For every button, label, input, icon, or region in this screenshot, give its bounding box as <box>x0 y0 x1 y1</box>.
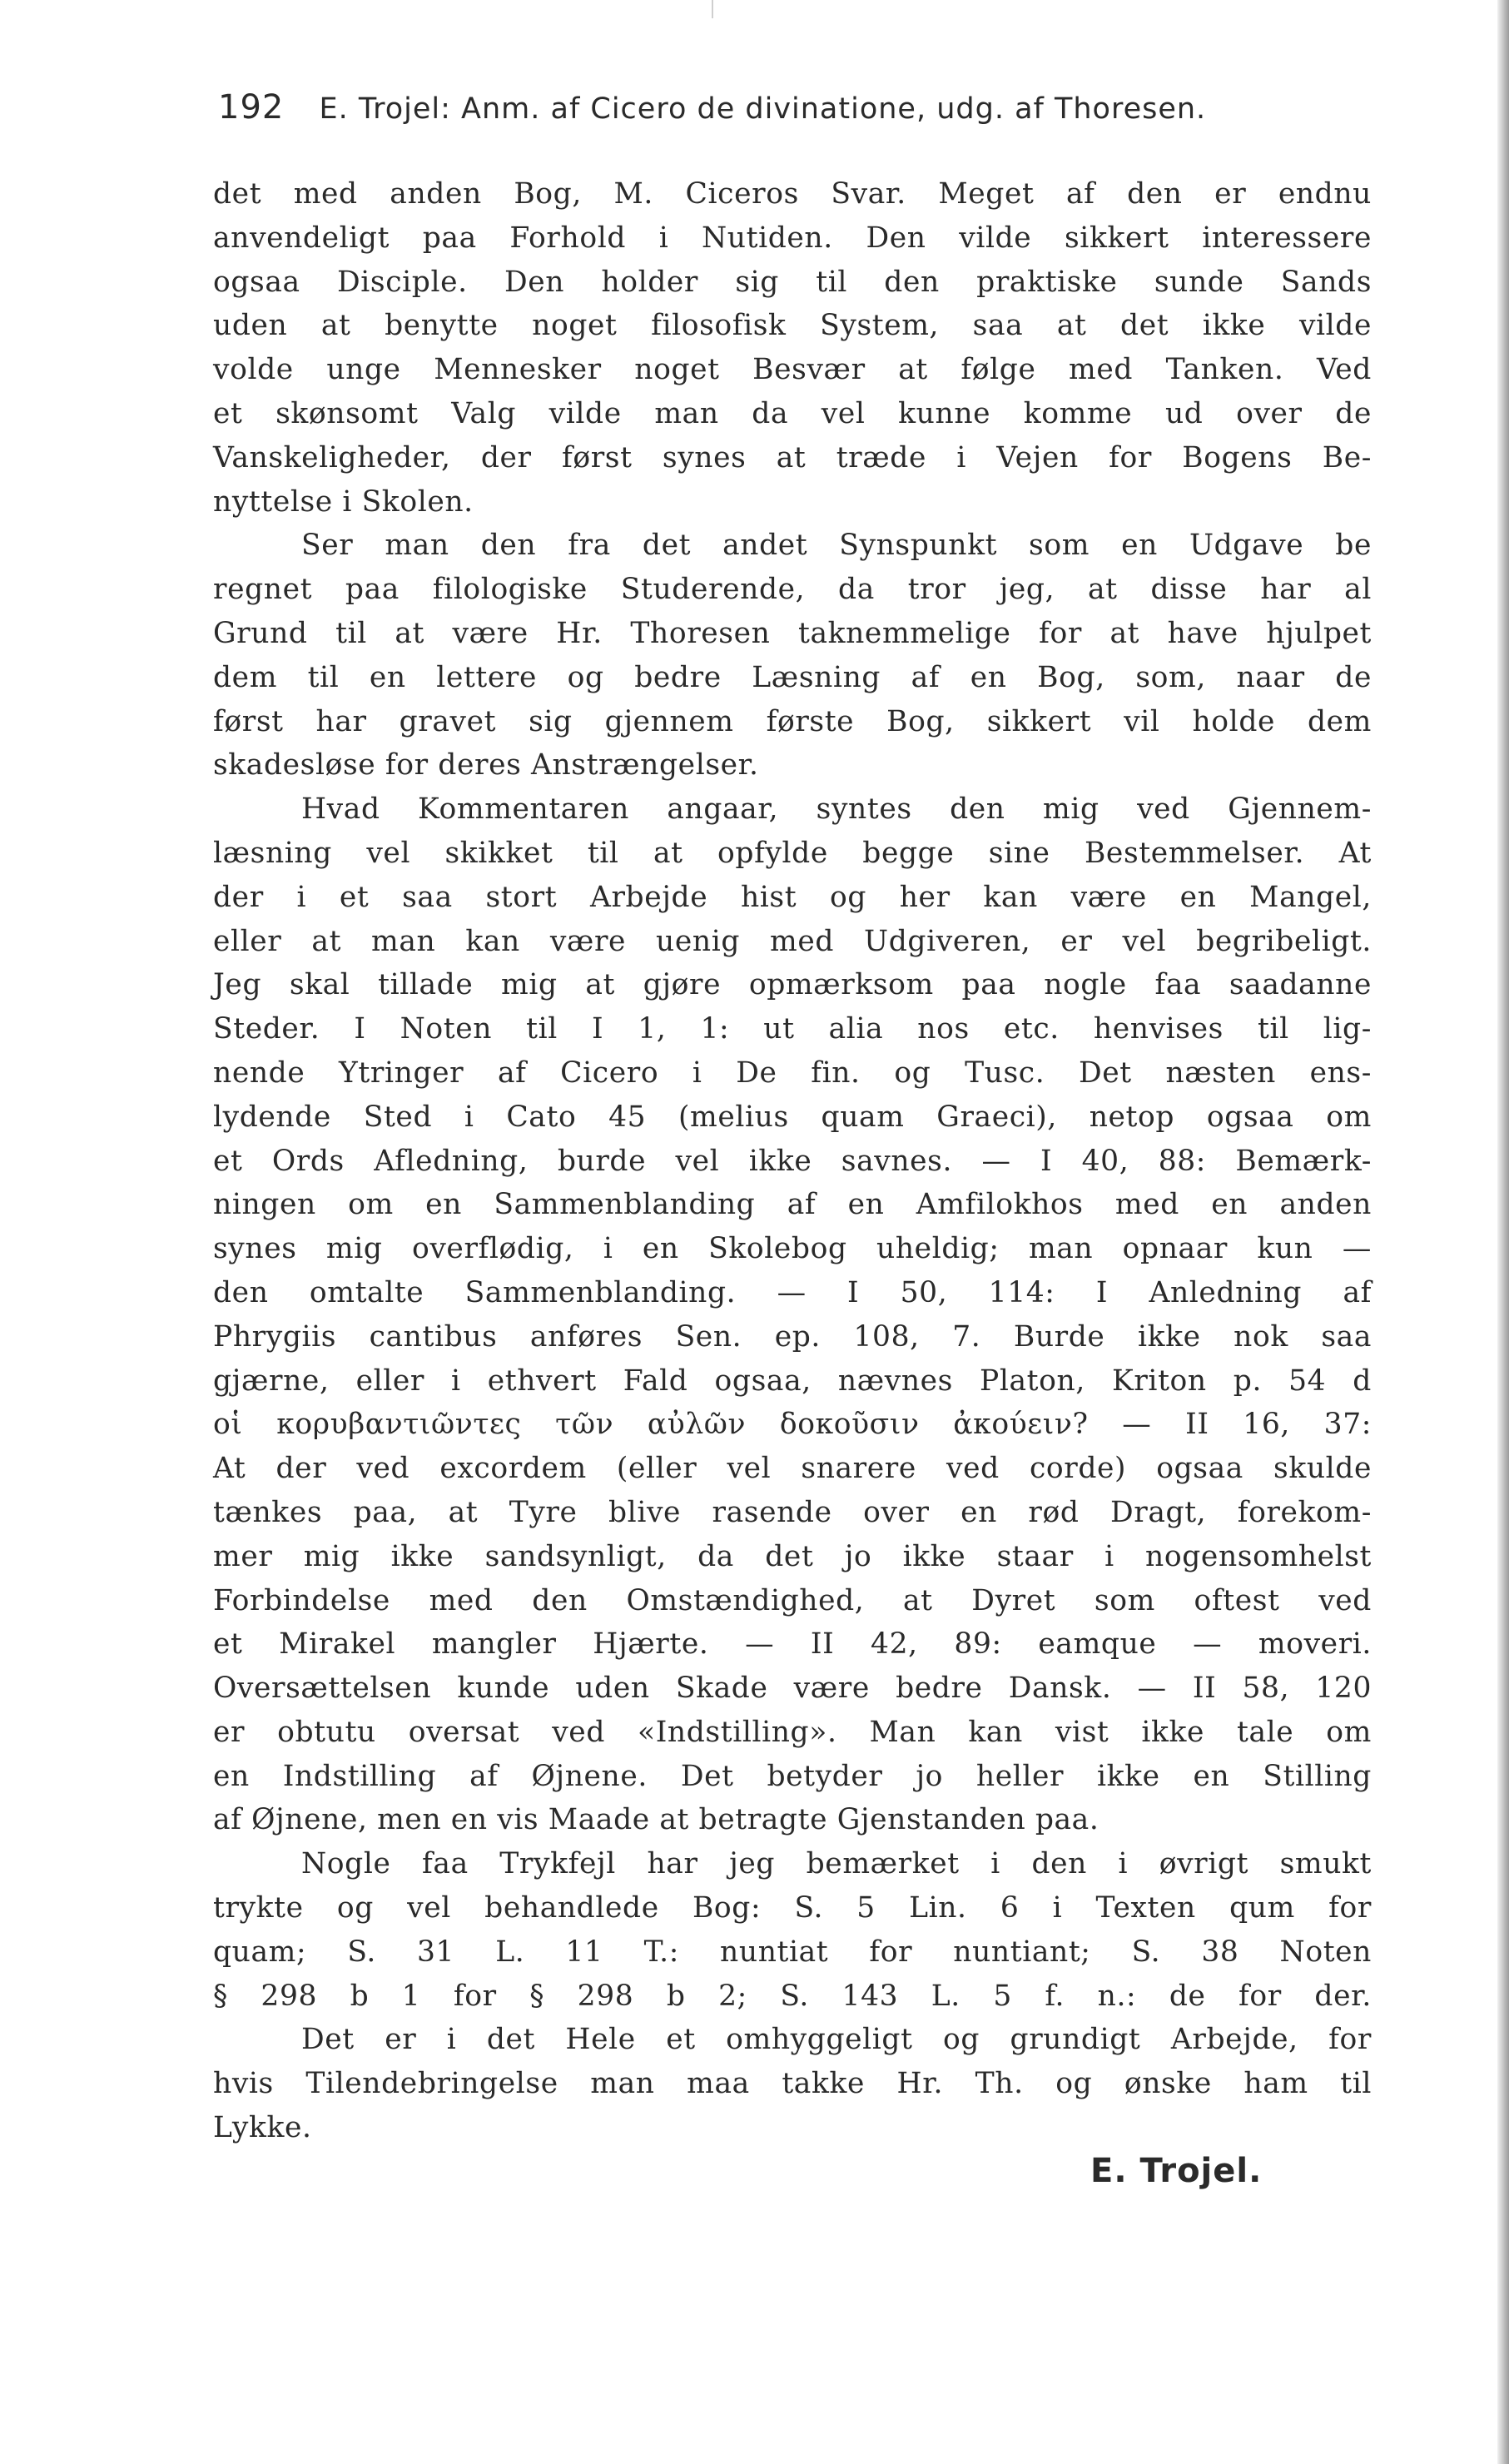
text-line: gjærne, eller i ethvert Fald ogsaa, nævnes Platon, Kriton p. 54 d <box>213 1364 1372 1398</box>
text-line: Steder. I Noten til I 1, 1: ut alia nos etc. henvises til lig- <box>213 1012 1372 1046</box>
text-line: et Mirakel mangler Hjærte. — II 42, 89: eamque — moveri. <box>213 1627 1372 1662</box>
scan-mark <box>712 0 713 18</box>
page-edge-shadow <box>1497 0 1509 2464</box>
text-line: en Indstilling af Øjnene. Det betyder jo heller ikke en Stilling <box>213 1759 1372 1793</box>
text-line: nende Ytringer af Cicero i De fin. og Tusc. Det næsten ens- <box>213 1056 1372 1090</box>
text-line: Hvad Kommentaren angaar, syntes den mig ved Gjennem- <box>301 792 1372 827</box>
text-line: et Ords Afledning, burde vel ikke savnes. — I 40, 88: Bemærk- <box>213 1144 1372 1178</box>
review-body-text <box>213 172 1372 2150</box>
text-line: Det er i det Hele et omhyggeligt og grundigt Arbejde, for <box>301 2023 1372 2057</box>
text-line: der i et saa stort Arbejde hist og her kan være en Mangel, <box>213 880 1372 914</box>
text-line: At der ved excordem (eller vel snarere ved corde) ogsaa skulde <box>213 1452 1372 1486</box>
text-line: ningen om en Sammenblanding af en Amfilokhos med en anden <box>213 1188 1372 1222</box>
author-signature: E. Trojel. <box>1090 2152 1263 2190</box>
text-line: først har gravet sig gjennem første Bog, sikkert vil holde dem <box>213 704 1372 738</box>
text-line: Ser man den fra det andet Synspunkt som en Udgave be <box>301 529 1372 563</box>
text-line: hvis Tilendebringelse man maa takke Hr. Th. og ønske ham til <box>213 2067 1372 2101</box>
running-title: E. Trojel: Anm. af Cicero de divinatione, udg. af Thoresen. <box>319 92 1207 126</box>
text-line: skadesløse for deres Anstrængelser. <box>213 748 759 782</box>
text-line: volde unge Mennesker noget Besvær at følge med Tanken. Ved <box>213 353 1372 387</box>
text-line: tænkes paa, at Tyre blive rasende over en rød Dragt, forekom- <box>213 1495 1372 1529</box>
text-line: dem til en lettere og bedre Læsning af en Bog, som, naar de <box>213 660 1372 694</box>
text-line: Forbindelse med den Omstændighed, at Dyret som oftest ved <box>213 1583 1372 1617</box>
text-line: trykte og vel behandlede Bog: S. 5 Lin. 6 i Texten qum for <box>213 1891 1372 1925</box>
text-line: οἱ κορυβαντιῶντες τῶν αὐλῶν δοκοῦσιν ἀκούειν? — II 16, 37: <box>213 1408 1372 1442</box>
text-line: quam; S. 31 L. 11 T.: nuntiat for nuntiant; S. 38 Noten <box>213 1935 1372 1969</box>
text-line: § 298 b 1 for § 298 b 2; S. 143 L. 5 f. n.: de for der. <box>213 1979 1372 2013</box>
text-line: af Øjnene, men en vis Maade at betragte Gjenstanden paa. <box>213 1803 1099 1837</box>
text-line: Jeg skal tillade mig at gjøre opmærksom paa nogle faa saadanne <box>213 968 1372 1002</box>
text-line: regnet paa filologiske Studerende, da tror jeg, at disse har al <box>213 573 1372 607</box>
text-line: ogsaa Disciple. Den holder sig til den praktiske sunde Sands <box>213 265 1372 299</box>
text-line: nyttelse i Skolen. <box>213 484 474 519</box>
text-line: Oversættelsen kunde uden Skade være bedre Dansk. — II 58, 120 <box>213 1672 1372 1706</box>
text-line: Vanskeligheder, der først synes at træde i Vejen for Bogens Be- <box>213 440 1372 474</box>
text-line: eller at man kan være uenig med Udgiveren, er vel begribeligt. <box>213 924 1372 958</box>
page-number: 192 <box>218 88 285 127</box>
text-line: den omtalte Sammenblanding. — I 50, 114: I Anledning af <box>213 1275 1372 1309</box>
text-line: læsning vel skikket til at opfylde begge sine Bestemmelser. At <box>213 836 1372 870</box>
text-line: Lykke. <box>213 2111 312 2145</box>
text-line: Phrygiis cantibus anføres Sen. ep. 108, 7. Burde ikke nok saa <box>213 1319 1372 1354</box>
text-line: lydende Sted i Cato 45 (melius quam Graeci), netop ogsaa om <box>213 1100 1372 1134</box>
text-line: mer mig ikke sandsynligt, da det jo ikke staar i nogensomhelst <box>213 1539 1372 1573</box>
running-header <box>218 88 1383 135</box>
text-line: anvendeligt paa Forhold i Nutiden. Den vilde sikkert interessere <box>213 221 1372 255</box>
text-line: et skønsomt Valg vilde man da vel kunne komme ud over de <box>213 396 1372 430</box>
text-line: er obtutu oversat ved «Indstilling». Man kan vist ikke tale om <box>213 1715 1372 1749</box>
text-line: Nogle faa Trykfejl har jeg bemærket i den i øvrigt smukt <box>301 1847 1372 1881</box>
text-line: det med anden Bog, M. Ciceros Svar. Meget af den er endnu <box>213 177 1372 211</box>
text-line: synes mig overflødig, i en Skolebog uheldig; man opnaar kun — <box>213 1232 1372 1266</box>
text-line: uden at benytte noget filosofisk System, saa at det ikke vilde <box>213 309 1372 343</box>
text-line: Grund til at være Hr. Thoresen taknemmelige for at have hjulpet <box>213 616 1372 650</box>
